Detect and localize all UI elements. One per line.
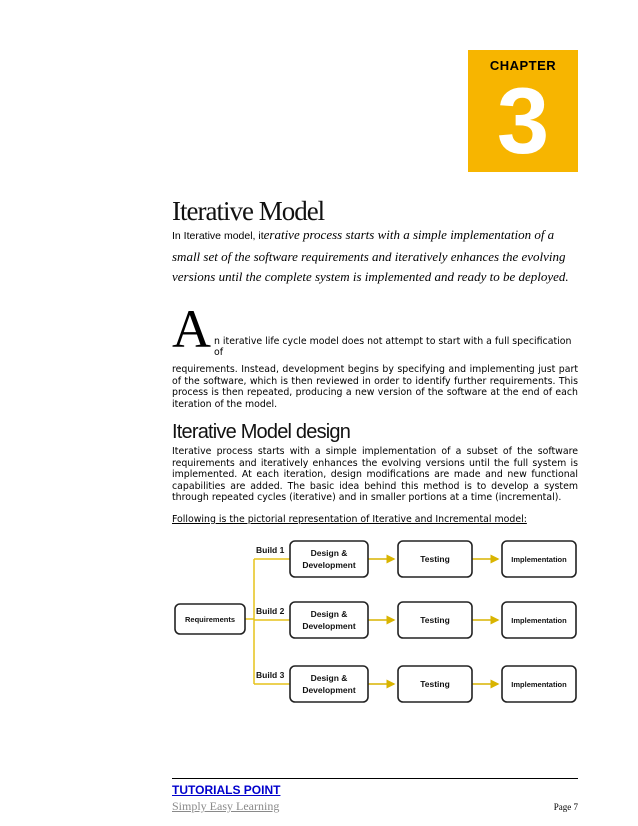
development-label: Development [302,685,356,695]
implementation-box [502,541,576,577]
footer-brand-link[interactable]: TUTORIALS POINT [172,783,281,797]
footer-divider [172,778,578,779]
build-label: Build 2 [256,606,285,616]
testing-box [398,602,472,638]
intro-lead: In Iterative model, it [172,230,264,242]
design-label: Design & [310,673,348,683]
development-label: Development [302,560,356,570]
design-development-box [290,541,368,577]
requirements-box [175,604,245,634]
implementation-box [502,602,576,638]
build-label: Build 1 [256,545,285,555]
iterative-model-diagram [172,536,582,706]
implementation-box [502,666,576,702]
footer-tagline[interactable]: Simply Easy Learning [172,799,280,813]
testing-label: Testing [420,554,450,564]
build-row-3 [256,666,576,702]
intro-paragraph [172,225,582,288]
design-label: Design & [310,548,348,558]
implementation-label: Implementation [511,616,567,625]
intro-rest: erative process starts with a simple implementation of a small set of the software requirements and iteratively enhances the evolving versions until the complete system is implemented and ready to be deployed. [172,227,569,284]
iterative-description-paragraph: requirements. Instead, development begins by specifying and implementing just part of the software, which is then reviewed in order to identify further requirements. This process is then repeated, producing a new version of the software at the end of each iteration of the model. [172,364,578,410]
chapter-label: CHAPTER [489,58,557,73]
drop-cap-letter: A [172,299,211,359]
implementation-label: Implementation [511,555,567,564]
development-label: Development [302,621,356,631]
build-label: Build 3 [256,670,285,680]
testing-box [398,541,472,577]
build-row-2 [256,602,576,638]
requirements-label: Requirements [184,615,236,624]
design-label: Design & [310,609,348,619]
chapter-number: 3 [496,68,550,173]
chapter-badge [468,50,578,172]
section-heading: Iterative Model design [172,421,351,443]
build-row-1 [256,541,576,577]
drop-cap-first-line: n iterative life cycle model does not attempt to start with a full specification of [214,336,572,358]
testing-box [398,666,472,702]
testing-label: Testing [420,679,450,689]
testing-label: Testing [420,615,450,625]
implementation-label: Implementation [511,680,567,689]
design-paragraph: Iterative process starts with a simple implementation of a subset of the software requirements and iteratively enhances the evolving versions until the full system is implemented. At each iteration, design modifications are made and new functional capabilities are added. The basic idea behind this method is to develop a system through repeated cycles (iterative) and in smaller portions at a time (incremental). [172,446,578,503]
figure-caption: Following is the pictorial representation of Iterative and Incremental model: [172,514,527,525]
design-development-box [290,602,368,638]
page-title: Iterative Model [172,196,325,226]
build-rows [256,541,576,702]
design-development-box [290,666,368,702]
page-number: Page 7 [553,802,578,812]
